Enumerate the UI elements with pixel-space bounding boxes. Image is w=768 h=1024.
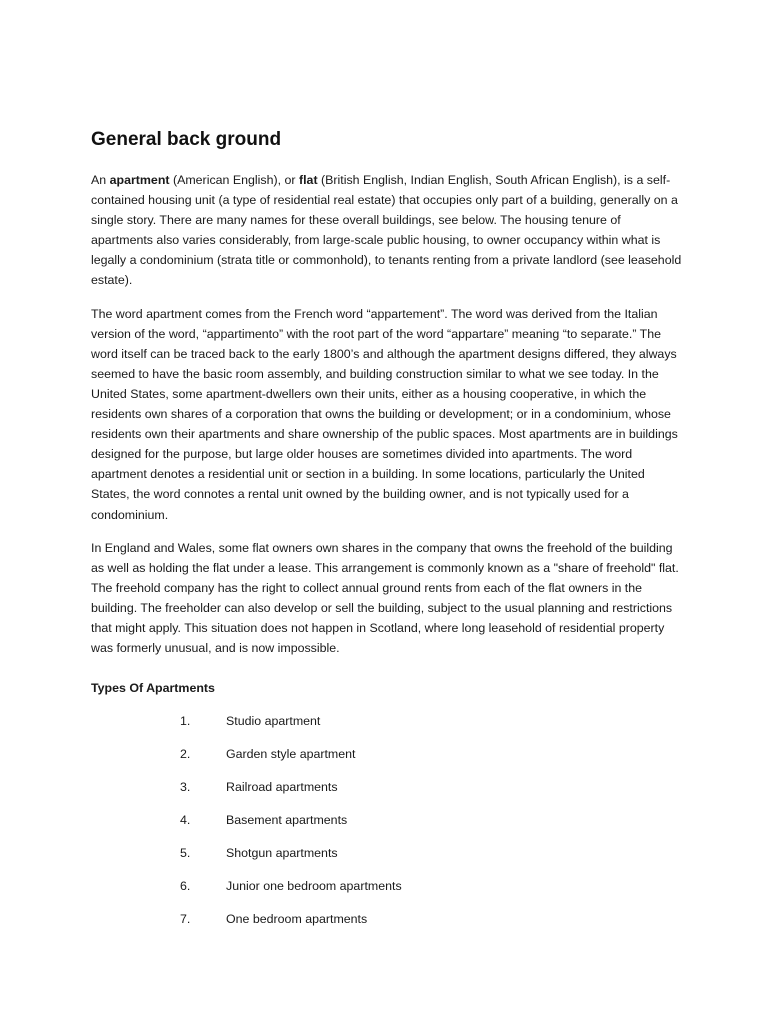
list-item-number: 5.: [180, 846, 191, 861]
list-item: [91, 777, 683, 810]
list-item-label: One bedroom apartments: [226, 912, 368, 927]
list-item: [91, 909, 683, 942]
list-item-number: 1.: [180, 714, 191, 729]
intro-text-1: An: [91, 173, 110, 187]
list-item: [91, 876, 683, 909]
intro-paragraph: [91, 170, 683, 291]
etymology-paragraph: The word apartment comes from the French word “appartement”. The word was derived from the Italian version of the word, “appartimento” with the root part of the word “appartare” meaning “to separate.” The word itself can be traced back to the early 1800’s and although the apartment designs differed, they always seemed to have the basic room assembly, and building construction similar to what we see today. In the United States, some apartment-dwellers own their units, either as a housing cooperative, in which the residents own shares of a corporation that owns the building or development; or in a condominium, whose residents own their apartments and share ownership of the public spaces. Most apartments are in buildings designed for the purpose, but large older houses are sometimes divided into apartments. The word apartment denotes a residential unit or section in a building. In some locations, particularly the United States, the word connotes a rental unit owned by the building owner, and is not typically used for a condominium.: [91, 306, 678, 522]
types-heading: Types Of Apartments: [91, 681, 215, 696]
list-item-number: 7.: [180, 912, 191, 927]
term-flat: flat: [298, 173, 318, 187]
intro-text-3: (British English, Indian English, South African English), is a self-contained housing unit (a type of residential real estate) that occupies only part of a building, generally on a single story. There are many names for these overall buildings, see below. The housing tenure of apartments also varies considerably, from large-scale public housing, to owner occupancy within what is legally a condominium (strata title or commonhold), to tenants renting from a private landlord (see leasehold estate).: [91, 173, 682, 288]
list-item-number: 4.: [180, 813, 191, 828]
england-wales-paragraph: In England and Wales, some flat owners own shares in the company that owns the freehold of the building as well as holding the flat under a lease. This arrangement is commonly known as a "share of freehold" flat. The freehold company has the right to collect annual ground rents from each of the flat owners in the building. The freeholder can also develop or sell the building, subject to the usual planning and restrictions that might apply. This situation does not happen in Scotland, where long leasehold of residential property was formerly unusual, and is now impossible.: [91, 540, 679, 656]
list-item-label: Studio apartment: [226, 714, 321, 729]
list-item: [91, 810, 683, 843]
intro-text-2: (American English), or: [169, 173, 299, 187]
list-item-label: Shotgun apartments: [226, 846, 338, 861]
list-item-label: Basement apartments: [226, 813, 348, 828]
page-title: General back ground: [91, 129, 282, 150]
list-item-label: Junior one bedroom apartments: [226, 879, 402, 894]
list-item-number: 2.: [180, 747, 191, 762]
list-item-number: 6.: [180, 879, 191, 894]
list-item: [91, 843, 683, 876]
apartment-types-list: [91, 711, 683, 942]
list-item-number: 3.: [180, 780, 191, 795]
list-item: [91, 744, 683, 777]
list-item: [91, 711, 683, 744]
term-apartment: apartment: [109, 173, 170, 187]
list-item-label: Garden style apartment: [226, 747, 356, 762]
document-body: [91, 127, 683, 942]
list-item-label: Railroad apartments: [226, 780, 338, 795]
